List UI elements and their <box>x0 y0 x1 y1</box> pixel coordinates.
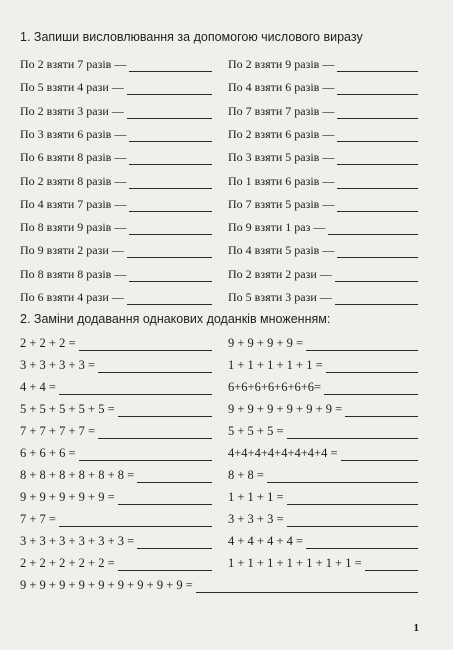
exercise-2-left <box>20 335 212 351</box>
answer-blank[interactable] <box>118 493 212 505</box>
exercise-2-left-text: 5 + 5 + 5 + 5 + 5 = <box>20 402 115 416</box>
answer-blank[interactable] <box>79 449 212 461</box>
exercise-1-right <box>228 173 418 189</box>
exercise-2-left-text: 6 + 6 + 6 = <box>20 446 76 460</box>
exercise-1-right-text: По 3 взяти 5 разів — <box>228 150 335 165</box>
exercise-1-left <box>20 266 212 282</box>
exercise-2-right <box>228 423 418 439</box>
exercise-1-right <box>228 149 418 165</box>
exercise-1-right-text: По 7 взяти 7 разів — <box>228 103 335 118</box>
answer-blank[interactable] <box>337 83 418 95</box>
answer-blank[interactable] <box>328 223 418 235</box>
page-number: 1 <box>413 622 419 634</box>
exercise-1-right <box>228 242 418 258</box>
exercise-2-left-text: 4 + 4 = <box>20 380 56 394</box>
exercise-2-left <box>20 511 212 527</box>
answer-blank[interactable] <box>129 60 212 72</box>
answer-blank[interactable] <box>287 515 418 527</box>
answer-blank[interactable] <box>337 200 418 212</box>
answer-blank[interactable] <box>127 83 212 95</box>
answer-blank[interactable] <box>129 270 212 282</box>
exercise-1-left-text: По 4 взяти 7 разів — <box>20 196 127 211</box>
exercise-2-right-text: 5 + 5 + 5 = <box>228 424 284 438</box>
exercise-1-left-text: По 8 взяти 9 разів — <box>20 220 127 235</box>
exercise-2-right <box>228 555 418 571</box>
exercise-2-right <box>228 533 418 549</box>
exercise-2-left-text: 7 + 7 = <box>20 512 56 526</box>
exercise-1-right <box>228 196 418 212</box>
exercise-1-left <box>20 126 212 142</box>
answer-blank[interactable] <box>129 153 212 165</box>
answer-blank[interactable] <box>118 559 212 571</box>
exercise-2-right-text: 6+6+6+6+6+6+6= <box>228 380 322 394</box>
answer-blank[interactable] <box>337 107 418 119</box>
exercise-1-right-text: По 4 взяти 6 разів — <box>228 80 335 95</box>
exercise-1-left-text: По 8 взяти 8 разів — <box>20 266 127 281</box>
exercise-2-right <box>228 467 418 483</box>
exercise-1-left <box>20 79 212 95</box>
answer-blank[interactable] <box>335 270 418 282</box>
exercise-2-right <box>228 489 418 505</box>
exercise-2-left <box>20 555 212 571</box>
answer-blank[interactable] <box>337 153 418 165</box>
answer-blank[interactable] <box>79 339 212 351</box>
answer-blank[interactable] <box>306 537 418 549</box>
exercise-1-left <box>20 196 212 212</box>
exercise-1-left-text: По 6 взяти 8 разів — <box>20 150 127 165</box>
answer-blank[interactable] <box>59 515 212 527</box>
exercise-1-right <box>228 79 418 95</box>
exercise-2-right-text: 4 + 4 + 4 + 4 = <box>228 534 304 548</box>
exercise-2-right-text: 9 + 9 + 9 + 9 + 9 + 9 = <box>228 402 343 416</box>
exercise-2-right-text: 9 + 9 + 9 + 9 = <box>228 336 304 350</box>
exercise-2-left-text: 7 + 7 + 7 + 7 = <box>20 424 96 438</box>
answer-blank[interactable] <box>345 405 418 417</box>
answer-blank[interactable] <box>326 361 418 373</box>
exercise-2-last <box>20 577 418 593</box>
answer-blank[interactable] <box>127 246 212 258</box>
answer-blank[interactable] <box>137 471 212 483</box>
exercise-1-left-text: По 2 взяти 3 рази — <box>20 103 124 118</box>
exercise-2-left <box>20 533 212 549</box>
exercise-2-left-text: 3 + 3 + 3 + 3 + 3 + 3 = <box>20 534 135 548</box>
answer-blank[interactable] <box>365 559 418 571</box>
exercise-2-right <box>228 401 418 417</box>
answer-blank[interactable] <box>129 177 212 189</box>
exercise-2-left <box>20 423 212 439</box>
exercise-2-right-text: 3 + 3 + 3 = <box>228 512 284 526</box>
exercise-2-left <box>20 489 212 505</box>
answer-blank[interactable] <box>287 493 418 505</box>
exercise-1-right <box>228 289 418 305</box>
exercise-2-right <box>228 379 418 395</box>
exercise-1-right <box>228 56 418 72</box>
exercise-2-left <box>20 467 212 483</box>
exercise-2-right <box>228 335 418 351</box>
answer-blank[interactable] <box>306 339 418 351</box>
exercise-1-left <box>20 219 212 235</box>
exercise-1-right <box>228 266 418 282</box>
exercise-2-right-text: 1 + 1 + 1 = <box>228 490 284 504</box>
exercise-1-right-text: По 9 взяти 1 раз — <box>228 220 326 235</box>
exercise-1-left <box>20 149 212 165</box>
exercise-1-right-text: По 2 взяти 2 рази — <box>228 266 332 281</box>
exercise-2-left-text: 9 + 9 + 9 + 9 + 9 = <box>20 490 115 504</box>
exercise-2-right-text: 4+4+4+4+4+4+4+4 = <box>228 446 338 460</box>
answer-blank[interactable] <box>196 581 418 593</box>
exercise-2-left <box>20 401 212 417</box>
exercise-1-right-text: По 5 взяти 3 рази — <box>228 290 332 304</box>
exercise-1-right <box>228 126 418 142</box>
exercise-1-left-text: По 3 взяти 6 разів — <box>20 126 127 141</box>
exercise-2-left <box>20 379 212 395</box>
exercise-2-right-text: 1 + 1 + 1 + 1 + 1 = <box>228 358 323 372</box>
answer-blank[interactable] <box>127 107 212 119</box>
exercise-2-left <box>20 357 212 373</box>
answer-blank[interactable] <box>137 537 212 549</box>
exercise-2-left-text: 3 + 3 + 3 + 3 = <box>20 358 96 372</box>
exercise-2-left <box>20 445 212 461</box>
exercise-1-right <box>228 219 418 235</box>
exercise-2-right-text: 1 + 1 + 1 + 1 + 1 + 1 + 1 = <box>228 556 362 570</box>
exercise-2-right <box>228 511 418 527</box>
exercise-2-right <box>228 357 418 373</box>
section-1-title: 1. Запиши висловлювання за допомогою числового виразу <box>20 30 363 44</box>
answer-blank[interactable] <box>98 361 212 373</box>
exercise-1-left-text: По 6 взяти 4 рази — <box>20 290 124 304</box>
exercise-2-right <box>228 445 418 461</box>
exercise-2-left-text: 2 + 2 + 2 + 2 + 2 = <box>20 556 115 570</box>
answer-blank[interactable] <box>324 383 418 395</box>
answer-blank[interactable] <box>267 471 418 483</box>
exercise-1-left-text: По 9 взяти 2 рази — <box>20 243 124 258</box>
exercise-1-right <box>228 103 418 119</box>
exercise-2-last-text: 9 + 9 + 9 + 9 + 9 + 9 + 9 + 9 + 9 = <box>20 578 193 592</box>
exercise-2-left-text: 8 + 8 + 8 + 8 + 8 + 8 = <box>20 468 135 482</box>
answer-blank[interactable] <box>127 293 212 305</box>
answer-blank[interactable] <box>118 405 212 417</box>
answer-blank[interactable] <box>341 449 418 461</box>
exercise-1-left <box>20 173 212 189</box>
answer-blank[interactable] <box>337 60 418 72</box>
answer-blank[interactable] <box>129 200 212 212</box>
section-2-title: 2. Заміни додавання однакових доданків множенням: <box>20 312 331 326</box>
answer-blank[interactable] <box>59 383 212 395</box>
exercise-1-right-text: По 2 взяти 6 разів — <box>228 126 335 141</box>
exercise-1-right-text: По 7 взяти 5 разів — <box>228 196 335 211</box>
answer-blank[interactable] <box>129 223 212 235</box>
exercise-1-left <box>20 103 212 119</box>
exercise-1-right-text: По 1 взяти 6 разів — <box>228 173 335 188</box>
exercise-2-left-text: 2 + 2 + 2 = <box>20 336 76 350</box>
exercise-1-left <box>20 56 212 72</box>
exercise-1-left <box>20 242 212 258</box>
answer-blank[interactable] <box>287 427 418 439</box>
answer-blank[interactable] <box>98 427 212 439</box>
answer-blank[interactable] <box>337 177 418 189</box>
exercise-1-left-text: По 2 взяти 8 разів — <box>20 173 127 188</box>
answer-blank[interactable] <box>337 130 418 142</box>
answer-blank[interactable] <box>337 246 418 258</box>
exercise-1-left <box>20 289 212 305</box>
answer-blank[interactable] <box>129 130 212 142</box>
exercise-1-left-text: По 5 взяти 4 рази — <box>20 80 124 95</box>
exercise-1-right-text: По 2 взяти 9 разів — <box>228 57 335 71</box>
exercise-2-right-text: 8 + 8 = <box>228 468 264 482</box>
exercise-1-right-text: По 4 взяти 5 разів — <box>228 243 335 258</box>
exercise-1-left-text: По 2 взяти 7 разів — <box>20 57 127 71</box>
answer-blank[interactable] <box>335 293 418 305</box>
